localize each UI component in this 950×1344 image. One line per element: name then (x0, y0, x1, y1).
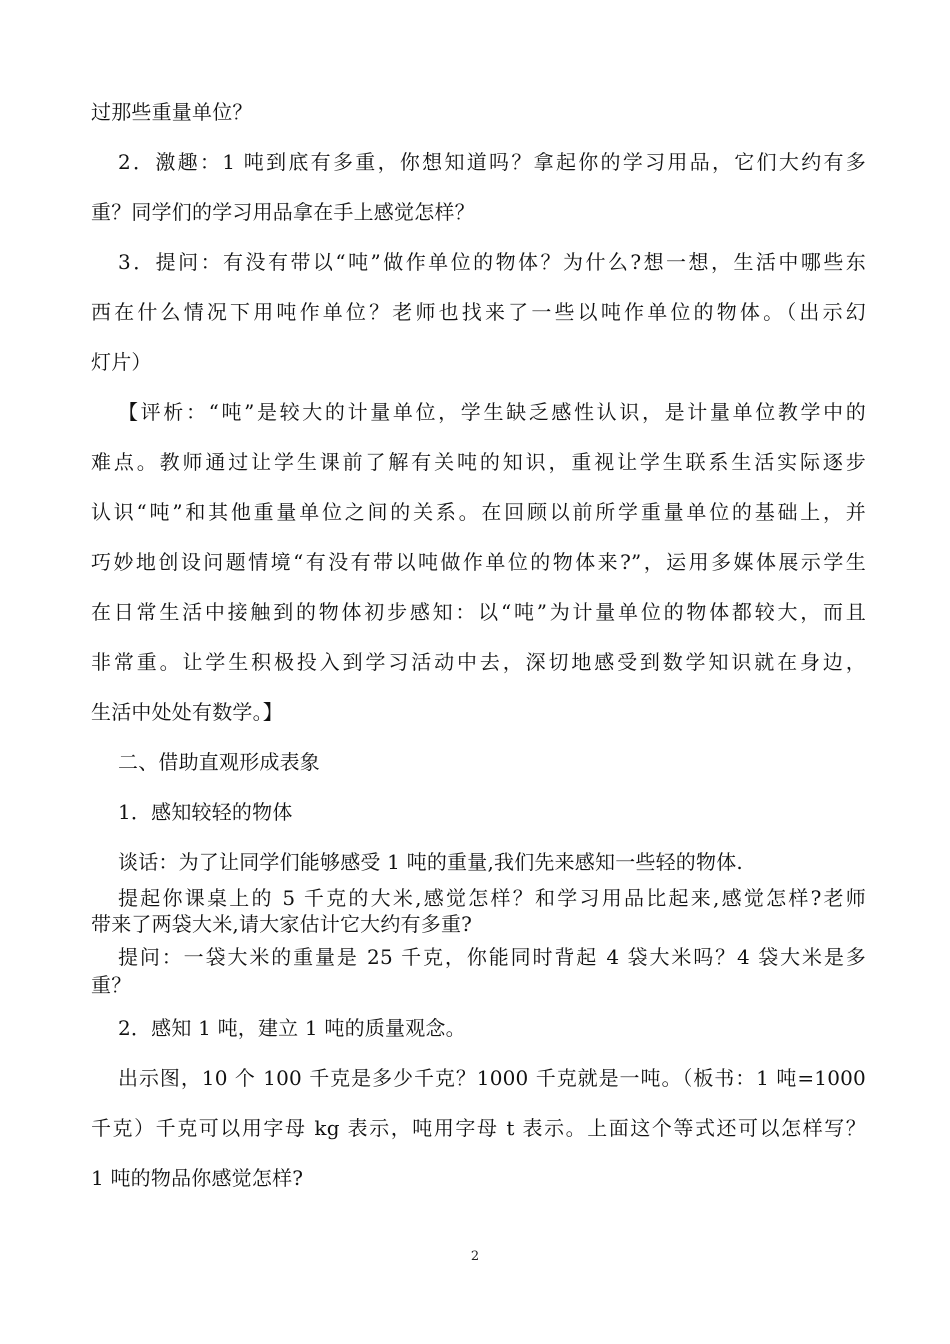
commentary-line: 在日常生活中接触到的物体初步感知：以“吨”为计量单位的物体都较大，而且 (91, 600, 866, 624)
paragraph-line: 重？ (91, 973, 132, 997)
paragraph-line: 西在什么情况下用吨作单位？老师也找来了一些以吨作单位的物体。（出示幻 (91, 300, 866, 324)
paragraph-line: 灯片） (91, 350, 152, 374)
subsection-heading: 1．感知较轻的物体 (118, 800, 293, 824)
commentary-line: 难点。教师通过让学生课前了解有关吨的知识，重视让学生联系生活实际逐步 (91, 450, 866, 474)
paragraph-line: 提问：一袋大米的重量是 25 千克，你能同时背起 4 袋大米吗？4 袋大米是多 (118, 945, 866, 969)
commentary-line: 非常重。让学生积极投入到学习活动中去，深切地感受到数学知识就在身边， (91, 650, 866, 674)
commentary-line: 巧妙地创设问题情境“有没有带以吨做作单位的物体来?”，运用多媒体展示学生 (91, 550, 866, 574)
commentary-line: 认识“吨”和其他重量单位之间的关系。在回顾以前所学重量单位的基础上，并 (91, 500, 866, 524)
paragraph-line: 出示图，10 个 100 千克是多少千克？1000 千克就是一吨。（板书：1 吨=1000 (118, 1066, 866, 1090)
paragraph-line: 重？同学们的学习用品拿在手上感觉怎样？ (91, 200, 475, 224)
paragraph-line: 3．提问：有没有带以“吨”做作单位的物体？为什么?想一想，生活中哪些东 (118, 250, 866, 274)
paragraph-line: 过那些重量单位？ (91, 100, 253, 124)
section-heading: 二、借助直观形成表象 (118, 750, 320, 774)
paragraph-line: 2．激趣：1 吨到底有多重，你想知道吗？拿起你的学习用品，它们大约有多 (118, 150, 866, 174)
paragraph-line: 带来了两袋大米,请大家估计它大约有多重? (91, 912, 473, 936)
paragraph-line: 谈话：为了让同学们能够感受 1 吨的重量,我们先来感知一些轻的物体. (118, 850, 743, 874)
paragraph-line: 千克）千克可以用字母 kg 表示，吨用字母 t 表示。上面这个等式还可以怎样写？ (91, 1116, 866, 1140)
page-number: 2 (470, 1249, 480, 1264)
commentary-line: 生活中处处有数学。】 (91, 700, 283, 724)
subsection-heading: 2．感知 1 吨，建立 1 吨的质量观念。 (118, 1016, 466, 1040)
commentary-line: 【评析：“吨”是较大的计量单位，学生缺乏感性认识，是计量单位教学中的 (118, 400, 866, 424)
paragraph-line: 提起你课桌上的 5 千克的大米,感觉怎样？和学习用品比起来,感觉怎样?老师 (118, 886, 866, 910)
paragraph-line: 1 吨的物品你感觉怎样? (91, 1166, 304, 1190)
